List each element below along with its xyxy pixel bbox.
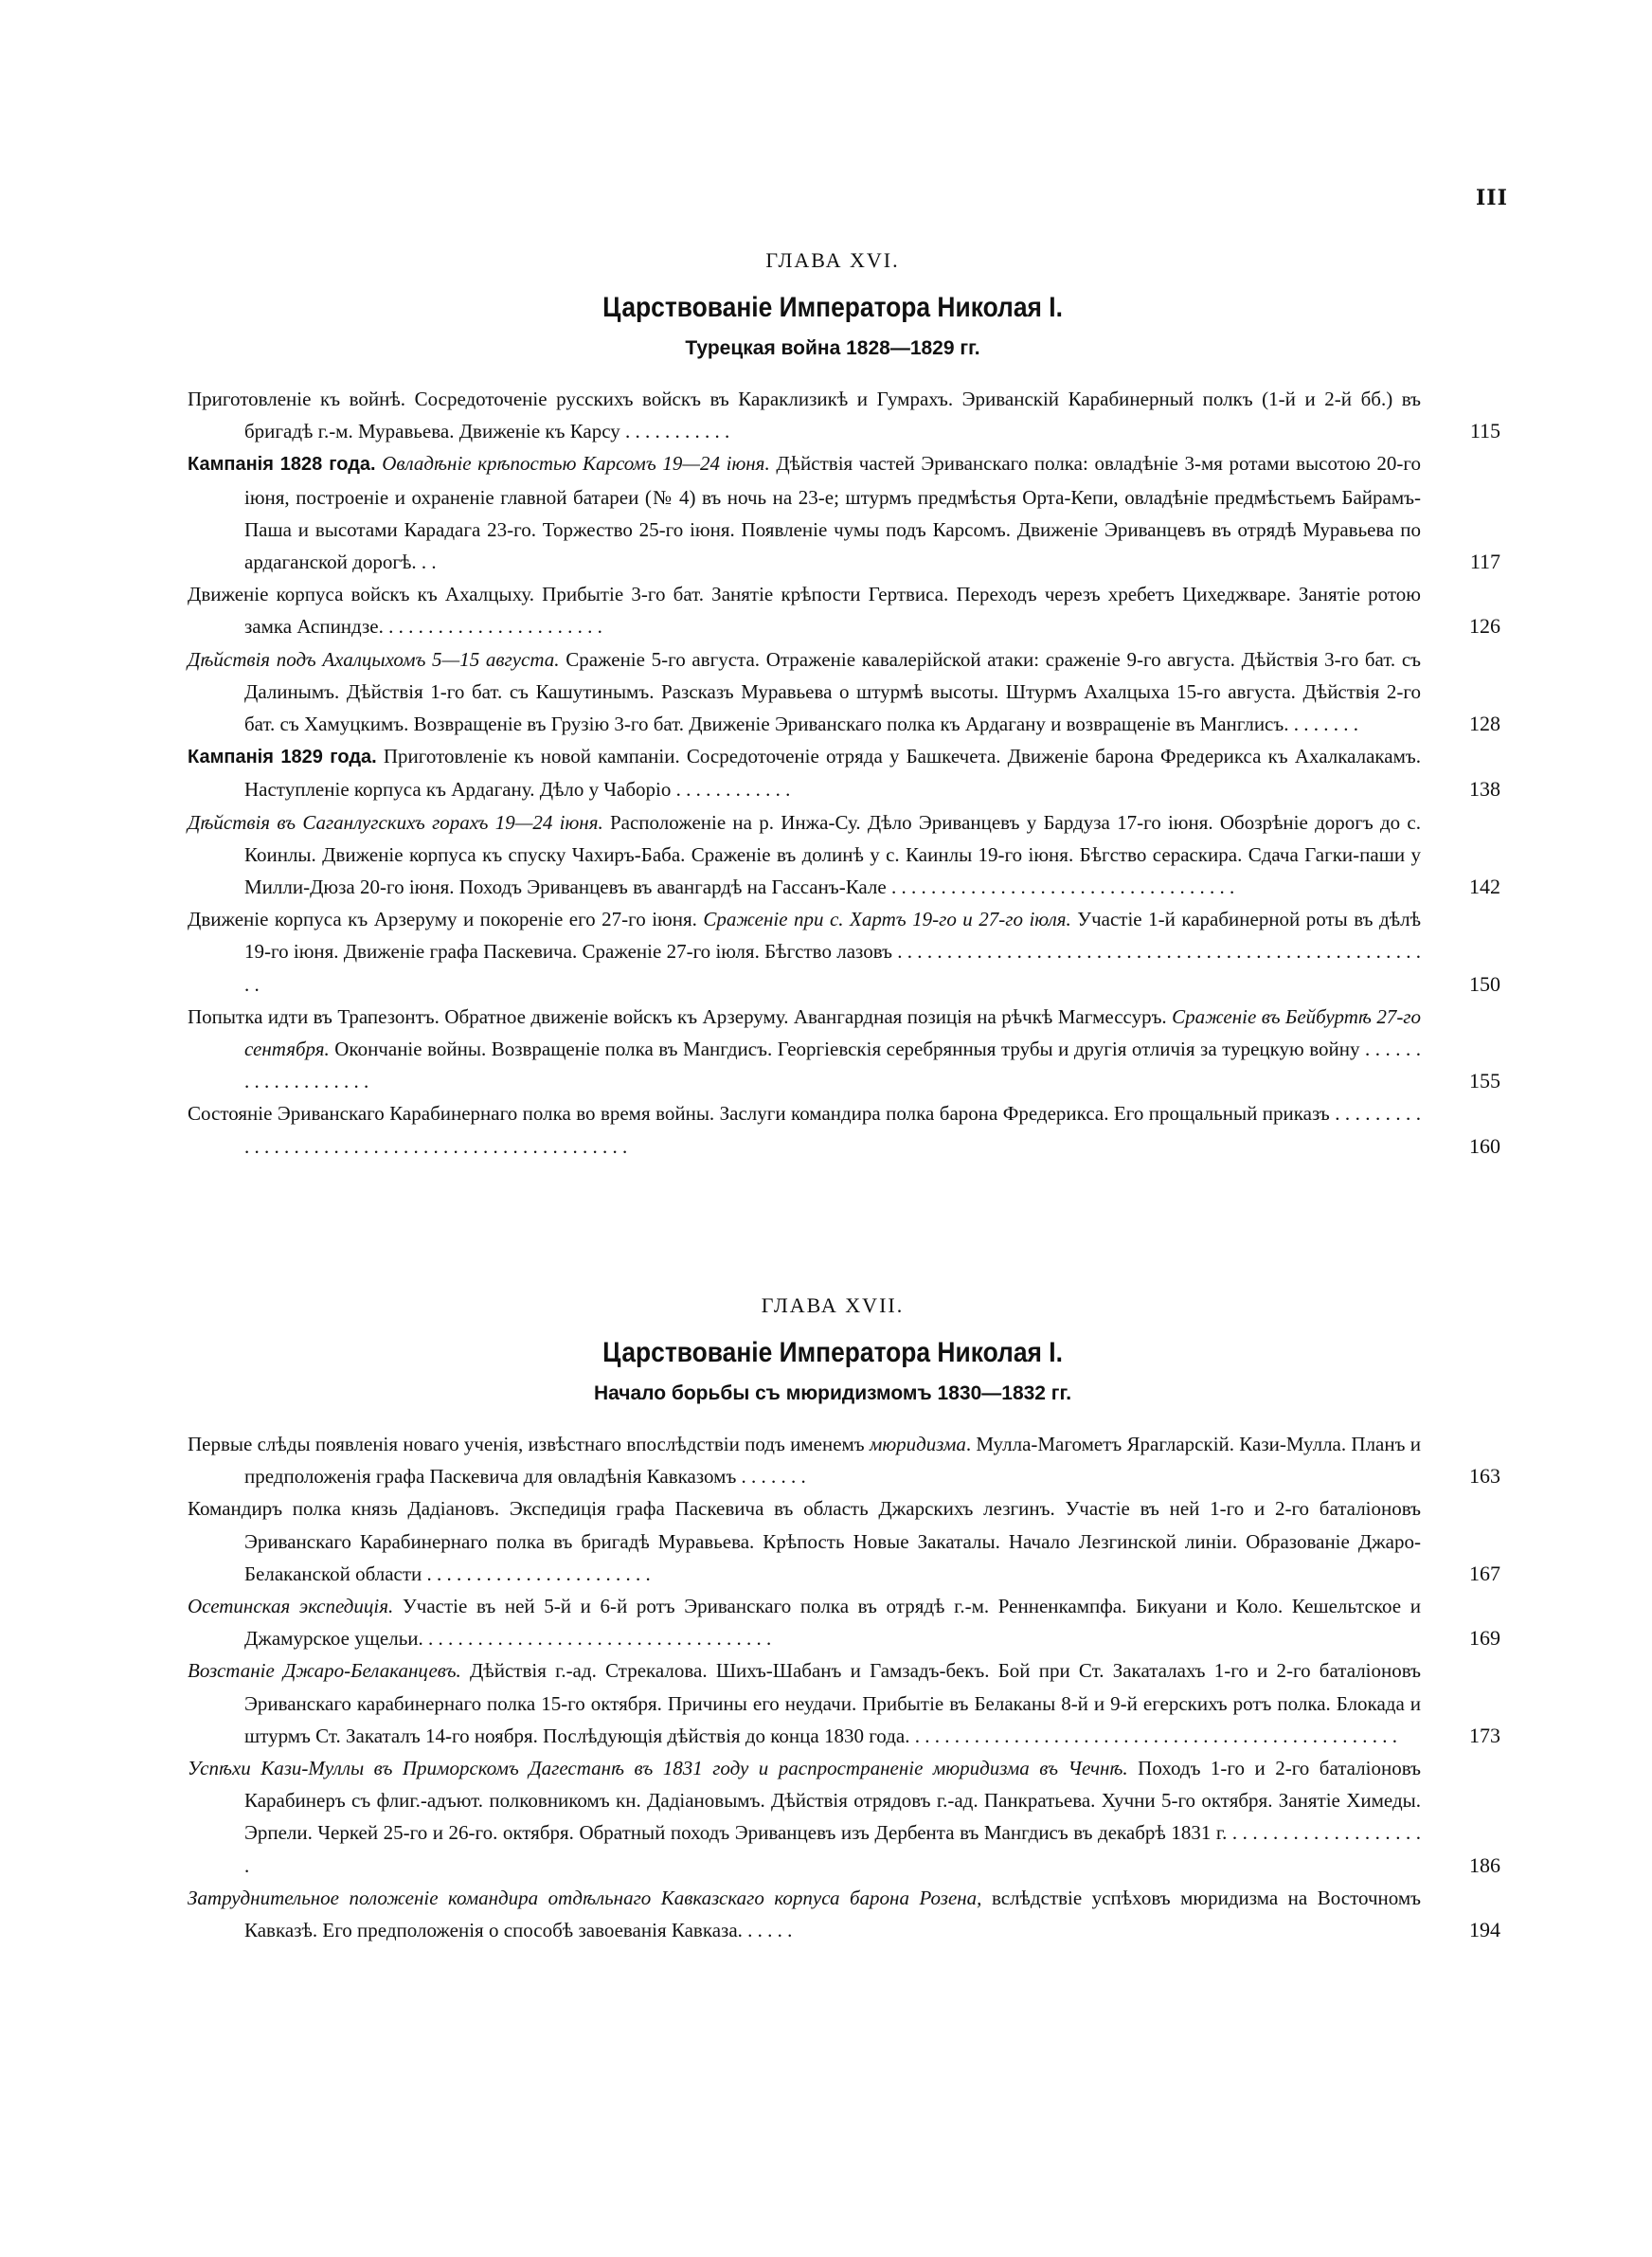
toc-entry-text	[188, 447, 1421, 578]
page-ref: 194	[1469, 1918, 1500, 1942]
entry-body: Движеніе корпуса къ Арзеруму и покореніе его 27-го іюня. Сраженіе при с. Хартъ 19-го и 27-го іюля. Участіе 1-й карабинерной роты въ дѣлѣ 19-го іюня. Движеніе графа Паскевича. Сраженіе 27-го іюля. Бѣгство лазовъ . . . . . . . . . . . . . . . . . . . . . . . . . . . . . . . . . . . . . . . . . . . . . . . . . . . . . . .	[188, 908, 1421, 996]
page-ref: 142	[1469, 875, 1500, 899]
entry-body: вслѣдствіе успѣховъ мюридизма на Восточномъ Кавказѣ. Его предположенія о способѣ завоеванія Кавказа. . . . . .	[244, 1886, 1421, 1942]
toc-entry	[188, 1492, 1500, 1590]
toc-entry-text	[188, 806, 1421, 904]
campaign-heading: Кампанія 1829 года.	[188, 747, 377, 768]
entry-body: Попытка идти въ Трапезонтъ. Обратное движеніе войскъ къ Арзеруму. Авангардная позиція на рѣчкѣ Магмессуръ. Сраженіе въ Бейбуртѣ 27-го сентября. Окончаніе войны. Возвращеніе полка въ Мангдисъ. Георгіевскія серебрянныя трубы и другія отличія за турецкую войну . . . . . . . . . . . . . . . . . . .	[188, 1004, 1422, 1093]
entry-body: Походъ 1-го и 2-го баталіоновъ Карабинеръ съ флиг.-адъют. полковникомъ кн. Дадіановымъ. Дѣйствія отрядовъ г.-ад. Панкратьева. Хучни 5-го октября. Занятіе Химеды. Эрпели. Черкей 25-го и 26-го. октября. Обратный походъ Эриванцевъ изъ Дербента въ Мангдисъ въ декабрѣ 1831 г. . . . . . . . . . . . . . . . . . . . .	[244, 1757, 1421, 1877]
chapter-label: ГЛАВА XVII.	[761, 1293, 905, 1317]
toc-entry-text	[188, 1654, 1421, 1752]
toc-entry	[188, 643, 1500, 741]
page-ref: 115	[1469, 419, 1500, 443]
entry-body: Дѣйствія частей Эриванскаго полка: овладѣніе 3-мя ротами высотою 20-го іюня, построеніе и охраненіе главной батареи (№ 4) въ ночь на 23-е; штурмъ предмѣстья Орта-Кепи, овладѣніе предмѣстьемъ Байрамъ-Паша и высотами Карадага 23-го. Торжество 25-го іюня. Появленіе чумы подъ Карсомъ. Движеніе Эриванцевъ въ отрядѣ Муравьева по ардаганской дорогѣ. . .	[244, 452, 1421, 574]
toc-entry-text	[188, 1428, 1421, 1492]
chapter-subtitle: Начало борьбы съ мюридизмомъ 1830—1832 гг.	[593, 1382, 1072, 1404]
toc-entry	[188, 1001, 1500, 1098]
section-italic-heading: Возстаніе Джаро-Белаканцевъ.	[188, 1659, 461, 1683]
chapter-16	[188, 248, 1500, 1163]
page-ref: 117	[1469, 550, 1500, 574]
chapter-label: ГЛАВА XVI.	[765, 248, 900, 272]
entry-body: Командиръ полка князь Дадіановъ. Экспедиція графа Паскевича въ область Джарскихъ лезгинъ. Участіе въ ней 1-го и 2-го баталіоновъ Эриванскаго Карабинернаго полка въ бригадѣ Муравьева. Крѣпость Новые Закаталы. Начало Лезгинской линіи. Образованіе Джаро-Белаканской области . . . . . . . . . . . . . . . . . . . . . . .	[188, 1497, 1421, 1585]
section-italic-heading: Успѣхи Кази-Муллы въ Приморскомъ Дагестанѣ въ 1831 году и распространеніе мюридизма въ Чечнѣ.	[188, 1757, 1128, 1780]
toc-entries	[188, 1428, 1500, 1946]
toc-entry	[188, 806, 1500, 904]
section-italic-heading: Осетинская экспедиція.	[188, 1595, 394, 1618]
toc-entry	[188, 903, 1500, 1001]
page-ref: 169	[1469, 1626, 1500, 1651]
entry-body: Сраженіе 5-го августа. Отраженіе кавалерійской атаки: сраженіе 9-го августа. Дѣйствія 3-го бат. съ Далинымъ. Дѣйствія 1-го бат. съ Кашутинымъ. Разсказъ Муравьева о штурмѣ высоты. Штурмъ Ахалцыха 15-го августа. Дѣйствія 2-го бат. съ Хамуцкимъ. Возвращеніе въ Грузію 3-го бат. Движеніе Эриванскаго полка къ Ардагану и возвращеніе въ Манглисъ. . . . . . . .	[244, 647, 1422, 736]
toc-entry-text	[188, 1492, 1421, 1590]
toc-entry-text	[188, 643, 1421, 741]
page-ref: 155	[1469, 1069, 1500, 1093]
entry-body: Приготовленіе къ новой кампаніи. Сосредоточеніе отряда у Башкечета. Движеніе барона Фредерикса къ Ахалкалакамъ. Наступленіе корпуса къ Ардагану. Дѣло у Чаборіо . . . . . . . . . . . .	[244, 745, 1421, 802]
toc-entry-text	[188, 1590, 1421, 1654]
toc-entry-text	[188, 1882, 1421, 1946]
chapter-17	[188, 1293, 1500, 1946]
entry-body: Движеніе корпуса войскъ къ Ахалцыху. Прибытіе 3-го бат. Занятіе крѣпости Гертвиса. Переходъ черезъ хребетъ Цихеджваре. Занятіе ротою замка Аспиндзе. . . . . . . . . . . . . . . . . . . . . . .	[188, 583, 1421, 639]
toc-entry-text	[188, 740, 1421, 805]
toc-entries	[188, 383, 1500, 1163]
page-ref: 128	[1469, 712, 1500, 736]
toc-entry	[188, 1097, 1500, 1162]
section-italic-heading: Овладѣніе крѣпостью Карсомъ 19—24 іюня.	[382, 452, 770, 476]
toc-entry-text	[188, 578, 1421, 642]
entry-body: Состояніе Эриванскаго Карабинернаго полка во время войны. Заслуги командира полка барона Фредерикса. Его прощальный приказъ . . . . . . . . . . . . . . . . . . . . . . . . . . . . . . . . . . . . . . . . . . . . . . . .	[188, 1102, 1421, 1158]
chapter-title: Царствованіе Императора Николая I.	[602, 292, 1063, 323]
page-ref: 138	[1469, 777, 1500, 802]
entry-body: Первые слѣды появленія новаго ученія, извѣстнаго впослѣдствіи подъ именемъ мюридизма. Мулла-Магометъ Ярагларскій. Кази-Мулла. Планъ и предположенія графа Паскевича для овладѣнія Кавказомъ . . . . . . .	[188, 1433, 1421, 1489]
section-italic-heading: Дѣйствія подъ Ахалцыхомъ 5—15 августа.	[188, 647, 560, 671]
entry-body: Приготовленіе къ войнѣ. Сосредоточеніе русскихъ войскъ въ Караклизикѣ и Гумрахъ. Эриванскій Карабинерный полкъ (1-й и 2-й бб.) въ бригадѣ г.-м. Муравьева. Движеніе къ Карсу . . . . . . . . . . .	[188, 388, 1421, 443]
toc-entry-text	[188, 383, 1421, 447]
toc-entry	[188, 740, 1500, 805]
toc-entry	[188, 1590, 1500, 1654]
page-ref: 163	[1469, 1464, 1500, 1489]
toc-entry	[188, 1752, 1500, 1882]
campaign-heading: Кампанія 1828 года.	[188, 454, 376, 476]
section-italic-heading: Дѣйствія въ Саганлугскихъ горахъ 19—24 іюня.	[188, 810, 603, 834]
toc-entry-text	[188, 903, 1421, 1001]
page-ref: 186	[1469, 1852, 1500, 1877]
page-ref: 160	[1469, 1133, 1500, 1158]
toc-entry-text	[188, 1001, 1421, 1098]
toc-entry	[188, 383, 1500, 447]
toc-entry-text	[188, 1097, 1421, 1162]
entry-body: Расположеніе на р. Инжа-Су. Дѣло Эриванцевъ у Бардуза 17-го іюня. Обозрѣніе дорогъ до с. Коинлы. Движеніе корпуса къ спуску Чахиръ-Баба. Сраженіе въ долинѣ у с. Каинлы 19-го іюня. Бѣгство сераскира. Сдача Гагки-паши у Милли-Дюза 20-го іюня. Походъ Эриванцевъ въ авангардѣ на Гассанъ-Кале . . . . . . . . . . . . . . . . . . . . . . . . . . . . . . . . . . .	[244, 810, 1422, 899]
page-ref: 173	[1469, 1723, 1500, 1747]
toc-entry	[188, 1428, 1500, 1492]
page-ref: 126	[1469, 614, 1500, 639]
section-italic-heading: Затруднительное положеніе командира отдѣльнаго Кавказскаго корпуса барона Розена,	[188, 1886, 982, 1909]
page-number: III	[1476, 186, 1508, 210]
toc-entry-text	[188, 1752, 1421, 1882]
page-ref: 150	[1469, 971, 1500, 996]
toc-entry	[188, 447, 1500, 578]
chapter-title: Царствованіе Императора Николая I.	[602, 1337, 1063, 1368]
entry-body: Дѣйствія г.-ад. Стрекалова. Шихъ-Шабанъ и Гамзадъ-бекъ. Бой при Ст. Закаталахъ 1-го и 2-го баталіоновъ Эриванскаго карабинернаго полка 15-го октября. Причины его неудачи. Прибытіе въ Белаканы 8-й и 9-й егерскихъ ротъ полка. Блокада и штурмъ Ст. Закаталъ 14-го ноября. Послѣдующія дѣйствія до конца 1830 года. . . . . . . . . . . . . . . . . . . . . . . . . . . . . . . . . . . . . . . . . . . . . . . . . .	[244, 1659, 1421, 1747]
page-ref: 167	[1469, 1561, 1500, 1585]
toc-entry	[188, 1882, 1500, 1946]
toc-entry	[188, 1654, 1500, 1752]
toc-entry	[188, 578, 1500, 642]
chapter-subtitle: Турецкая война 1828—1829 гг.	[685, 337, 980, 359]
entry-body: Участіе въ ней 5-й и 6-й ротъ Эриванскаго полка въ отрядѣ г.-м. Ренненкампфа. Бикуани и Коло. Кешельтское и Джамурское ущельи. . . . . . . . . . . . . . . . . . . . . . . . . . . . . . . . . . . .	[244, 1595, 1422, 1651]
